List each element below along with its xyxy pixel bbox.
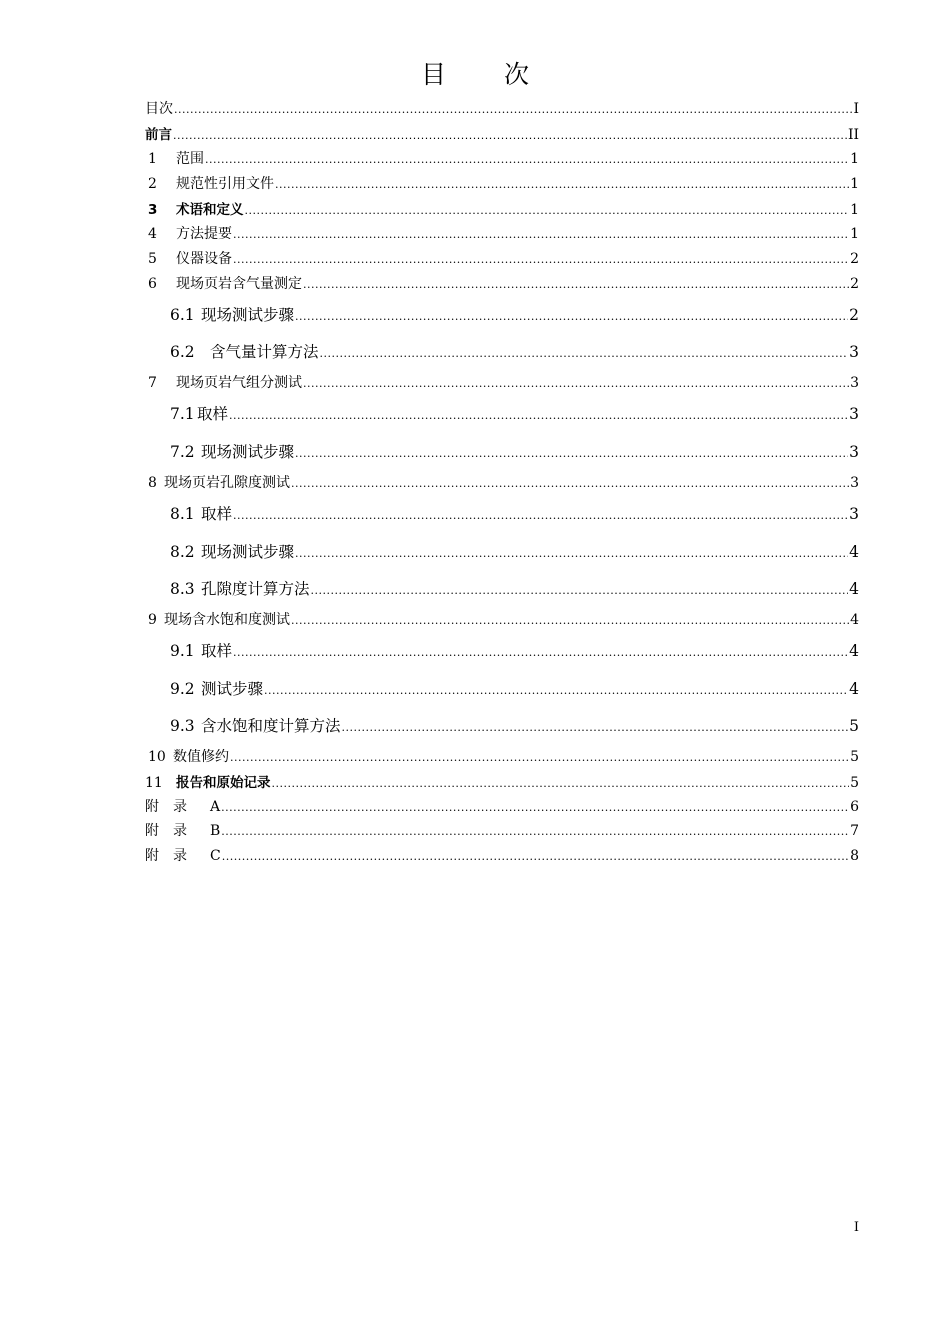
toc-page-number: 4 (849, 580, 859, 598)
toc-entry-text: C (210, 848, 221, 864)
toc-entry-number: 6 (148, 276, 157, 292)
toc-entry-5[interactable] (145, 248, 859, 268)
toc-entry-6[interactable] (145, 273, 859, 293)
toc-entry-appendix-a[interactable] (145, 796, 859, 816)
toc-entry-4[interactable] (145, 223, 859, 243)
toc-entry-number: 2 (148, 176, 157, 192)
toc-page-number: 1 (850, 226, 859, 242)
toc-page-number: 3 (849, 405, 859, 423)
toc-page-number: 5 (849, 717, 859, 735)
title-left-char: 目 (420, 60, 446, 89)
toc-entry-number: 附 录 (145, 823, 187, 839)
toc-page-number: 1 (850, 202, 859, 218)
toc-entry-foreword[interactable] (145, 123, 859, 143)
toc-page-number: 3 (849, 443, 859, 461)
toc-entry-text: 前言 (145, 127, 172, 143)
toc-entry-number: 8.2 (170, 543, 195, 561)
toc-entry-7[interactable] (145, 372, 859, 392)
toc-leader-dots (295, 306, 848, 324)
toc-entry-6-2[interactable] (145, 340, 859, 362)
toc-entry-text: 现场测试步骤 (201, 306, 295, 324)
toc-entry-10[interactable] (145, 746, 859, 766)
toc-entry-9-3[interactable] (145, 714, 859, 736)
toc-entry-text: 现场含水饱和度测试 (164, 612, 290, 628)
toc-entry-number: 9.2 (170, 680, 195, 698)
toc-entry-text: 方法提要 (176, 226, 232, 242)
page-title (0, 55, 950, 91)
toc-entry-number: 10 (148, 749, 166, 765)
toc-entry-8-1[interactable] (145, 502, 859, 524)
toc-entry-number: 6.2 (170, 343, 195, 361)
toc-leader-dots (303, 276, 849, 292)
toc-entry-text: 报告和原始记录 (176, 775, 271, 791)
toc-entry-text: 取样 (201, 505, 233, 523)
toc-leader-dots (173, 127, 847, 143)
toc-entry-7-1[interactable] (145, 402, 859, 424)
toc-entry-3[interactable] (145, 198, 859, 218)
toc-page-number: 3 (850, 475, 859, 491)
toc-page-number: 8 (850, 848, 859, 864)
toc-leader-dots (264, 680, 848, 698)
toc-entry-1[interactable] (145, 148, 859, 168)
toc-entry-8-2[interactable] (145, 540, 859, 562)
toc-entry-number: 附 录 (145, 799, 187, 815)
toc-leader-dots (275, 176, 849, 192)
toc-leader-dots (291, 612, 849, 628)
toc-leader-dots (221, 799, 849, 815)
toc-page-number: 7 (850, 823, 859, 839)
toc-page-number: 4 (849, 543, 859, 561)
footer-page-number: I (853, 1220, 859, 1235)
toc-leader-dots (303, 375, 849, 391)
toc-entry-contents[interactable] (145, 98, 859, 118)
toc-entry-text: 测试步骤 (201, 680, 264, 698)
toc-page-number: 1 (850, 151, 859, 167)
toc-entry-number: 5 (148, 251, 157, 267)
toc-page-number: I (853, 101, 859, 117)
toc-leader-dots (311, 580, 849, 598)
toc-entry-text: 含水饱和度计算方法 (201, 717, 341, 735)
toc-entry-text: B (210, 823, 221, 839)
toc-entry-number: 8.1 (170, 505, 195, 523)
toc-entry-9[interactable] (145, 609, 859, 629)
toc-leader-dots (233, 505, 848, 523)
toc-entry-7-2[interactable] (145, 440, 859, 462)
toc-leader-dots (229, 405, 848, 423)
toc-page-number: 3 (850, 375, 859, 391)
toc-leader-dots (233, 251, 849, 267)
toc-page-number: II (847, 127, 859, 143)
toc-leader-dots (295, 443, 848, 461)
toc-entry-appendix-b[interactable] (145, 820, 859, 840)
toc-entry-text: 取样 (201, 642, 233, 660)
toc-entry-11[interactable] (145, 771, 859, 791)
toc-entry-appendix-c[interactable] (145, 845, 859, 865)
toc-leader-dots (230, 749, 849, 765)
toc-entry-text: 现场测试步骤 (201, 443, 295, 461)
toc-entry-6-1[interactable] (145, 303, 859, 325)
toc-leader-dots (222, 848, 849, 864)
toc-leader-dots (233, 642, 848, 660)
toc-entry-text: 现场测试步骤 (201, 543, 295, 561)
toc-entry-text: 现场页岩气组分测试 (176, 375, 302, 391)
toc-leader-dots (205, 151, 849, 167)
toc-entry-number: 11 (145, 775, 163, 791)
toc-leader-dots (233, 226, 849, 242)
toc-page-number: 5 (850, 749, 859, 765)
toc-entry-number: 9.3 (170, 717, 195, 735)
toc-entry-text: 目次 (145, 101, 173, 117)
toc-page-number: 4 (849, 642, 859, 660)
toc-page-number: 3 (849, 343, 859, 361)
toc-entry-number: 8 (148, 475, 157, 491)
toc-entry-number: 7.1 (170, 405, 195, 423)
toc-entry-number: 9.1 (170, 642, 195, 660)
toc-page-number: 6 (850, 799, 859, 815)
toc-entry-text: 孔隙度计算方法 (201, 580, 310, 598)
title-right-char: 次 (504, 60, 530, 89)
toc-entry-2[interactable] (145, 173, 859, 193)
toc-entry-number: 7.2 (170, 443, 195, 461)
toc-leader-dots (174, 101, 852, 117)
toc-page-number: 4 (850, 612, 859, 628)
toc-entry-8-3[interactable] (145, 577, 859, 599)
toc-leader-dots (295, 543, 848, 561)
toc-entry-text: 仪器设备 (176, 251, 232, 267)
toc-entry-number: 6.1 (170, 306, 195, 324)
toc-leader-dots (291, 475, 849, 491)
toc-page-number: 4 (849, 680, 859, 698)
toc-leader-dots (221, 823, 849, 839)
toc-entry-number: 4 (148, 226, 157, 242)
toc-entry-number: 1 (148, 151, 157, 167)
toc-entry-text: 术语和定义 (176, 202, 244, 218)
toc-page-number: 1 (850, 176, 859, 192)
toc-entry-9-2[interactable] (145, 677, 859, 699)
toc-entry-text: 规范性引用文件 (176, 176, 274, 192)
toc-entry-text: 范围 (176, 151, 204, 167)
toc-entry-text: 取样 (197, 405, 229, 423)
toc-entry-text: 含气量计算方法 (210, 343, 319, 361)
toc-entry-text: 现场页岩含气量测定 (176, 276, 302, 292)
toc-entry-text: A (210, 799, 221, 815)
toc-page-number: 2 (850, 276, 859, 292)
toc-entry-text: 数值修约 (173, 749, 229, 765)
toc-leader-dots (320, 343, 849, 361)
toc-entry-9-1[interactable] (145, 639, 859, 661)
toc-page-number: 3 (849, 505, 859, 523)
toc-entry-number: 3 (148, 202, 158, 218)
toc-entry-number: 9 (148, 612, 157, 628)
toc-leader-dots (342, 717, 849, 735)
toc-entry-number: 8.3 (170, 580, 195, 598)
toc-leader-dots (272, 775, 850, 791)
toc-page-number: 2 (849, 306, 859, 324)
toc-entry-number: 附 录 (145, 848, 187, 864)
toc-entry-text: 现场页岩孔隙度测试 (164, 475, 290, 491)
toc-entry-number: 7 (148, 375, 157, 391)
toc-page-number: 2 (850, 251, 859, 267)
toc-leader-dots (245, 202, 850, 218)
toc-page-number: 5 (850, 775, 859, 791)
toc-entry-8[interactable] (145, 472, 859, 492)
